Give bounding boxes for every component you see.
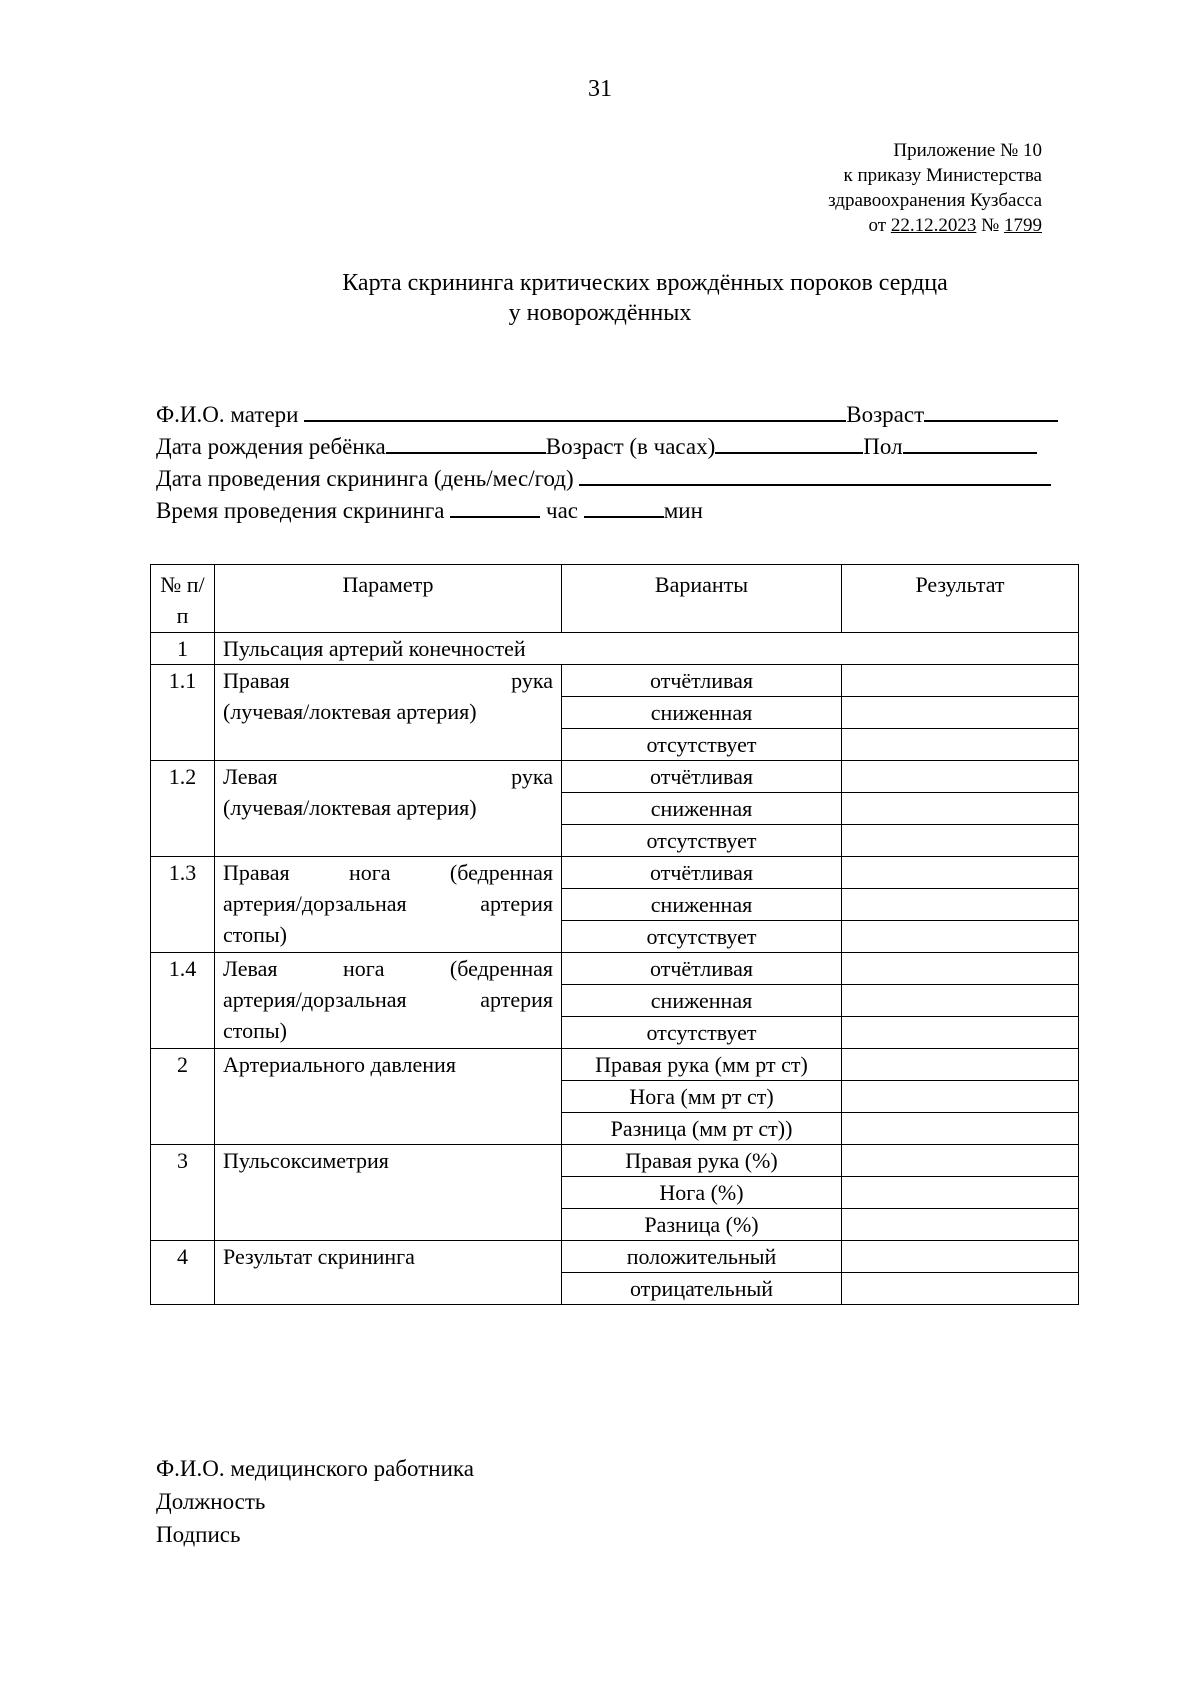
row-num: 1.1 — [151, 665, 215, 761]
variant-cell: сниженная — [562, 889, 842, 921]
result-cell[interactable] — [842, 985, 1079, 1017]
appendix-block — [828, 138, 1042, 238]
result-cell[interactable] — [842, 1241, 1079, 1273]
result-cell[interactable] — [842, 1145, 1079, 1177]
minute-blank[interactable] — [584, 494, 664, 518]
title-line-2: у новорождённых — [508, 300, 692, 326]
result-cell[interactable] — [842, 729, 1079, 761]
screening-time-label: Время проведения скрининга — [156, 498, 445, 523]
row-param — [215, 953, 562, 1049]
result-cell[interactable] — [842, 761, 1079, 793]
row-num: 1 — [151, 633, 215, 665]
table-header-row — [151, 565, 1079, 633]
row-num: 1.2 — [151, 761, 215, 857]
result-cell[interactable] — [842, 1209, 1079, 1241]
result-cell[interactable] — [842, 1081, 1079, 1113]
birth-date-label: Дата рождения ребёнка — [156, 434, 386, 459]
result-cell[interactable] — [842, 1177, 1079, 1209]
appendix-line-3: здравоохранения Кузбасса — [828, 190, 1042, 211]
row-param: Пульсоксиметрия — [215, 1145, 562, 1241]
param-line: (лучевая/локтевая артерия) — [223, 795, 477, 820]
minute-label: мин — [663, 498, 703, 523]
row-num: 1.4 — [151, 953, 215, 1049]
screening-table — [150, 564, 1079, 1305]
date-prefix: от — [868, 215, 891, 236]
param-word: рука — [511, 668, 553, 693]
param-word: (бедренная — [449, 956, 553, 981]
row-param — [215, 857, 562, 953]
variant-cell: Правая рука (%) — [562, 1145, 842, 1177]
variant-cell: Разница (мм рт ст)) — [562, 1113, 842, 1145]
result-cell[interactable] — [842, 1273, 1079, 1305]
variant-cell: сниженная — [562, 985, 842, 1017]
variant-cell: отчётливая — [562, 761, 842, 793]
variant-cell: положительный — [562, 1241, 842, 1273]
param-line: (лучевая/локтевая артерия) — [223, 699, 477, 724]
variant-cell: Разница (%) — [562, 1209, 842, 1241]
signature-block — [156, 1452, 474, 1551]
param-word: Правая — [223, 668, 290, 693]
result-cell[interactable] — [842, 825, 1079, 857]
worker-name-label: Ф.И.О. медицинского работника — [156, 1456, 474, 1481]
row-param — [215, 665, 562, 761]
param-word: артерия/дорзальная — [223, 891, 407, 916]
patient-fields — [156, 398, 1058, 526]
appendix-line-2: к приказу Министерства — [843, 165, 1042, 186]
row-param — [215, 761, 562, 857]
result-cell[interactable] — [842, 953, 1079, 985]
field-row-birth — [156, 430, 1058, 462]
param-word: артерия — [480, 987, 553, 1012]
result-cell[interactable] — [842, 1049, 1079, 1081]
result-cell[interactable] — [842, 857, 1079, 889]
variant-cell: отчётливая — [562, 665, 842, 697]
table-row — [151, 1241, 1079, 1273]
signature-label: Подпись — [156, 1522, 241, 1547]
order-number: 1799 — [1004, 215, 1042, 236]
variant-cell: отсутствует — [562, 729, 842, 761]
variant-cell: Правая рука (мм рт ст) — [562, 1049, 842, 1081]
row-num: 2 — [151, 1049, 215, 1145]
field-row-screening-date — [156, 462, 1058, 494]
param-line: стопы) — [223, 1018, 287, 1043]
row-param: Артериального давления — [215, 1049, 562, 1145]
variant-cell: Нога (%) — [562, 1177, 842, 1209]
variant-cell: отрицательный — [562, 1273, 842, 1305]
table-row — [151, 857, 1079, 889]
header-num: № п/п — [151, 565, 215, 633]
variant-cell: отсутствует — [562, 1017, 842, 1049]
table-row — [151, 761, 1079, 793]
param-word: нога — [348, 860, 391, 885]
page-number: 31 — [588, 76, 612, 102]
variant-cell: сниженная — [562, 793, 842, 825]
table-row — [151, 953, 1079, 985]
variant-cell: Нога (мм рт ст) — [562, 1081, 842, 1113]
sex-blank[interactable] — [903, 430, 1037, 454]
hour-blank[interactable] — [450, 494, 540, 518]
row-param: Результат скрининга — [215, 1241, 562, 1305]
variant-cell: отсутствует — [562, 825, 842, 857]
result-cell[interactable] — [842, 665, 1079, 697]
header-param: Параметр — [215, 565, 562, 633]
row-num: 3 — [151, 1145, 215, 1241]
screening-date-label: Дата проведения скрининга (день/мес/год) — [156, 466, 574, 491]
field-row-mother — [156, 398, 1058, 430]
variant-cell: отчётливая — [562, 857, 842, 889]
result-cell[interactable] — [842, 1017, 1079, 1049]
result-cell[interactable] — [842, 889, 1079, 921]
table-row — [151, 1049, 1079, 1081]
birth-date-blank[interactable] — [386, 430, 546, 454]
header-result: Результат — [842, 565, 1079, 633]
field-row-screening-time — [156, 494, 1058, 526]
mother-name-label: Ф.И.О. матери — [156, 402, 299, 427]
param-word: (бедренная — [449, 860, 553, 885]
param-line: стопы) — [223, 922, 287, 947]
title-line-1: Карта скрининга критических врождённых пороков сердца — [342, 270, 948, 296]
variant-cell: отсутствует — [562, 921, 842, 953]
age-hours-label: Возраст (в часах) — [545, 434, 716, 459]
variant-cell: отчётливая — [562, 953, 842, 985]
table-row — [151, 1145, 1079, 1177]
row-param: Пульсация артерий конечностей — [215, 633, 1079, 665]
age-label: Возраст — [846, 402, 925, 427]
appendix-order-line — [828, 213, 1042, 238]
result-cell[interactable] — [842, 793, 1079, 825]
table-row — [151, 665, 1079, 697]
param-word: артерия/дорзальная — [223, 987, 407, 1012]
param-word: Левая — [223, 764, 278, 789]
hour-label: час — [546, 498, 578, 523]
mother-name-blank[interactable] — [304, 398, 846, 422]
result-cell[interactable] — [842, 697, 1079, 729]
order-date: 22.12.2023 — [890, 215, 977, 236]
table-row — [151, 633, 1079, 665]
param-word: Правая — [223, 860, 290, 885]
screening-date-blank[interactable] — [579, 462, 1051, 486]
number-prefix: № — [976, 215, 1004, 236]
param-word: Левая — [223, 956, 278, 981]
row-num: 1.3 — [151, 857, 215, 953]
row-num: 4 — [151, 1241, 215, 1305]
document-title — [0, 268, 1200, 328]
param-word: нога — [342, 956, 385, 981]
param-word: рука — [511, 764, 553, 789]
result-cell[interactable] — [842, 1113, 1079, 1145]
position-label: Должность — [156, 1489, 266, 1514]
sex-label: Пол — [863, 434, 903, 459]
param-word: артерия — [480, 891, 553, 916]
appendix-line-1: Приложение № 10 — [893, 140, 1042, 161]
age-hours-blank[interactable] — [715, 430, 863, 454]
result-cell[interactable] — [842, 921, 1079, 953]
variant-cell: сниженная — [562, 697, 842, 729]
age-blank[interactable] — [924, 398, 1058, 422]
header-variants: Варианты — [562, 565, 842, 633]
